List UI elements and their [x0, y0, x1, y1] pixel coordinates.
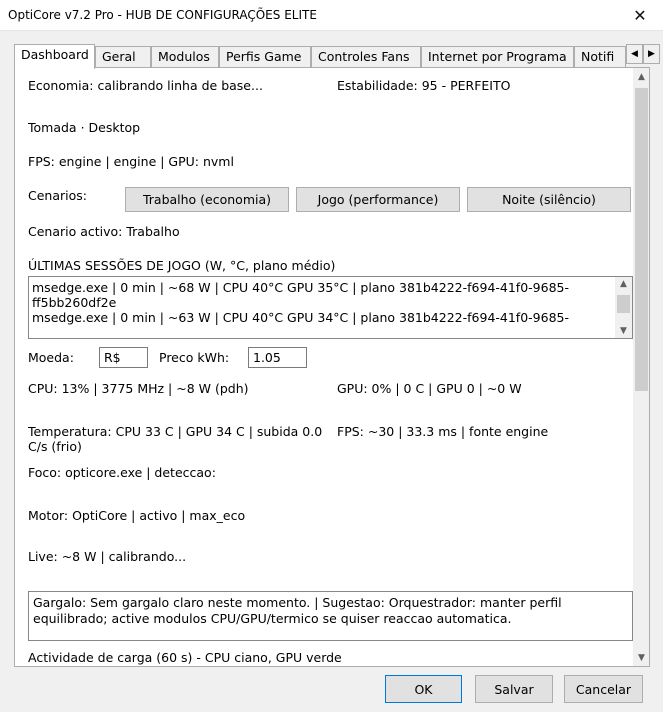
gargalo-textbox[interactable]: Gargalo: Sem gargalo claro neste momento. | Sugestao: Orquestrador: manter perfil equilibrado; active modulos CPU/GPU/termico se quiser reaccao automatica. — [28, 591, 633, 641]
scroll-thumb[interactable] — [617, 295, 630, 313]
dashboard-panel — [14, 67, 650, 667]
cenarios-label: Cenarios: — [28, 188, 87, 203]
scroll-thumb[interactable] — [635, 88, 648, 391]
fps-stats: FPS: ~30 | 33.3 ms | fonte engine — [337, 424, 549, 439]
list-item[interactable]: msedge.exe | 0 min | ~63 W | CPU 40°C GPU 34°C | plano 381b4222-f694-41f0-9685- — [32, 310, 569, 325]
scenario-game-button[interactable]: Jogo (performance) — [296, 187, 460, 212]
tab-notificacoes[interactable]: Notifi — [574, 46, 626, 68]
window-title: OptiCore v7.2 Pro - HUB DE CONFIGURAÇÕES ELITE — [8, 8, 317, 22]
ok-button[interactable]: OK — [385, 675, 462, 703]
scroll-down-icon[interactable]: ▼ — [620, 326, 627, 336]
tab-controles-fans[interactable]: Controles Fans — [311, 46, 421, 68]
scroll-down-icon[interactable]: ▼ — [638, 652, 645, 663]
scenario-night-button[interactable]: Noite (silêncio) — [467, 187, 631, 212]
moeda-input[interactable]: R$ — [99, 347, 148, 368]
foco-label: Foco: opticore.exe | deteccao: — [28, 465, 216, 480]
economia-label: Economia: calibrando linha de base... — [28, 78, 263, 93]
live-label: Live: ~8 W | calibrando... — [28, 549, 187, 564]
fps-engine-label: FPS: engine | engine | GPU: nvml — [28, 154, 234, 169]
gpu-stats: GPU: 0% | 0 C | GPU 0 | ~0 W — [337, 381, 522, 396]
tab-internet-por-programa[interactable]: Internet por Programa — [421, 46, 574, 68]
tab-dashboard[interactable]: Dashboard — [14, 44, 95, 69]
motor-label: Motor: OptiCore | activo | max_eco — [28, 508, 246, 523]
list-item[interactable]: msedge.exe | 0 min | ~68 W | CPU 40°C GPU 35°C | plano 381b4222-f694-41f0-9685- — [32, 280, 569, 295]
tab-scroll-right-icon[interactable]: ▶ — [643, 44, 660, 64]
tab-scroll-buttons — [626, 44, 660, 64]
tomada-label: Tomada · Desktop — [28, 120, 141, 135]
tab-modulos[interactable]: Modulos — [151, 46, 219, 68]
scroll-up-icon[interactable]: ▲ — [620, 279, 627, 289]
save-button[interactable]: Salvar — [475, 675, 553, 703]
actividade-label: Actividade de carga (60 s) - CPU ciano, GPU verde — [28, 650, 342, 665]
scroll-up-icon[interactable]: ▲ — [638, 71, 645, 82]
sessions-scrollbar[interactable] — [615, 277, 632, 338]
cpu-stats: CPU: 13% | 3775 MHz | ~8 W (pdh) — [28, 381, 249, 396]
list-item[interactable]: ff5bb260df2e — [32, 295, 117, 310]
preco-kwh-input[interactable]: 1.05 — [248, 347, 307, 368]
panel-scrollbar[interactable] — [633, 68, 650, 666]
scenario-work-button[interactable]: Trabalho (economia) — [125, 187, 289, 212]
temperatura-stats: Temperatura: CPU 33 C | GPU 34 C | subida 0.0 C/s (frio) — [28, 424, 323, 454]
sessions-title: ÚLTIMAS SESSÕES DE JOGO (W, °C, plano médio) — [28, 258, 336, 273]
tab-strip — [14, 44, 655, 68]
estabilidade-label: Estabilidade: 95 - PERFEITO — [337, 78, 511, 93]
tab-scroll-left-icon[interactable]: ◀ — [626, 44, 643, 64]
cenario-activo-label: Cenario activo: Trabalho — [28, 224, 180, 239]
dashboard-content — [15, 68, 631, 666]
title-bar — [0, 0, 663, 31]
sessions-list[interactable] — [28, 276, 633, 339]
tab-geral[interactable]: Geral — [95, 46, 151, 68]
preco-kwh-label: Preco kWh: — [159, 350, 230, 365]
cancel-button[interactable]: Cancelar — [564, 675, 643, 703]
close-icon[interactable]: ✕ — [633, 6, 647, 25]
moeda-label: Moeda: — [28, 350, 74, 365]
tab-perfis-game[interactable]: Perfis Game — [219, 46, 311, 68]
